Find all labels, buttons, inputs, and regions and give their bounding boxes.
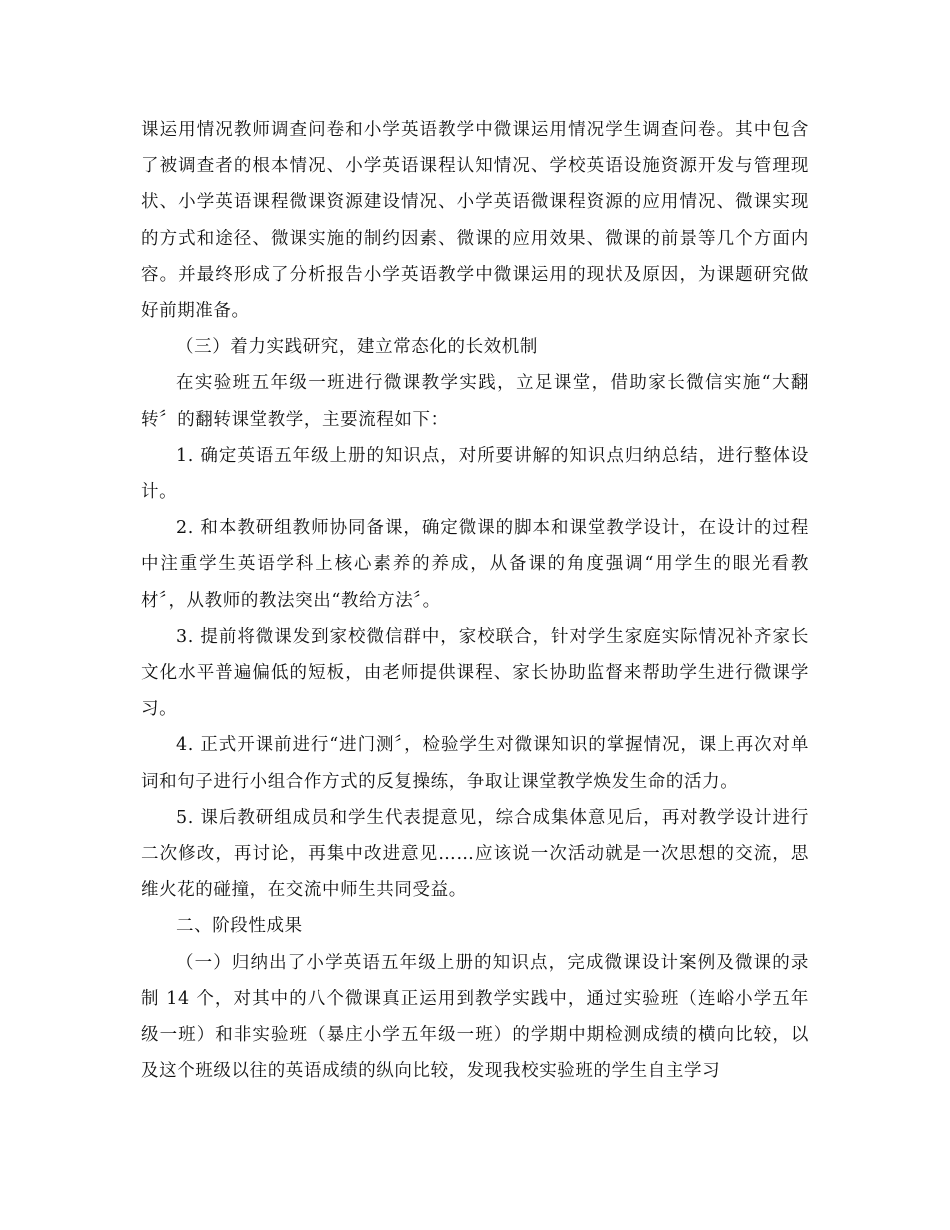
section-heading-practice-research: （三）着力实践研究，建立常态化的长效机制	[176, 337, 538, 358]
document-body	[141, 112, 809, 1089]
list-item-step-2: 2. 和本教研组教师协同备课，确定微课的脚本和课堂教学设计，在设计的过程中注重学生英语学科上核心素养的养成，从备课的角度强调“用学生的眼光看教材〞，从教师的教法突出“教给方法〞。	[141, 518, 809, 611]
list-item-step-3: 3. 提前将微课发到家校微信群中，家校联合，针对学生家庭实际情况补齐家长文化水平普遍偏低的短板，由老师提供课程、家长协助监督来帮助学生进行微课学习。	[141, 626, 809, 720]
list-item-step-5: 5. 课后教研组成员和学生代表提意见，综合成集体意见后，再对教学设计进行二次修改，再讨论，再集中改进意见……应该说一次活动就是一次思想的交流，思维火花的碰撞，在交流中师生共同受益。	[141, 807, 809, 901]
list-item-step-4: 4. 正式开课前进行“进门测〞，检验学生对微课知识的掌握情况，课上再次对单词和句子进行小组合作方式的反复操练，争取让课堂教学焕发生命的活力。	[141, 735, 809, 792]
section-heading-stage-results: 二、阶段性成果	[176, 916, 303, 937]
paragraph-results-1: （一）归纳出了小学英语五年级上册的知识点，完成微课设计案例及微课的录制 14 个，对其中的八个微课真正运用到教学实践中，通过实验班（连峪小学五年级一班）和非实验班（暴庄小学五年级一班）的学期中期检测成绩的横向比较，以及这个班级以往的英语成绩的纵向比较，发现我校实验班的学生自主学习	[141, 952, 809, 1082]
paragraph-survey-description: 课运用情况教师调查问卷和小学英语教学中微课运用情况学生调查问卷。其中包含了被调查者的根本情况、小学英语课程认知情况、学校英语设施资源开发与管理现状、小学英语课程微课资源建设情况、小学英语微课程资源的应用情况、微课实现的方式和途径、微课实施的制约因素、微课的应用效果、微课的前景等几个方面内容。并最终形成了分析报告小学英语教学中微课运用的现状及原因，为课题研究做好前期准备。	[141, 120, 809, 322]
paragraph-practice-intro: 在实验班五年级一班进行微课教学实践，立足课堂，借助家长微信实施“大翻转〞的翻转课堂教学，主要流程如下：	[141, 373, 809, 430]
list-item-step-1: 1. 确定英语五年级上册的知识点，对所要讲解的知识点归纳总结，进行整体设计。	[141, 445, 809, 503]
